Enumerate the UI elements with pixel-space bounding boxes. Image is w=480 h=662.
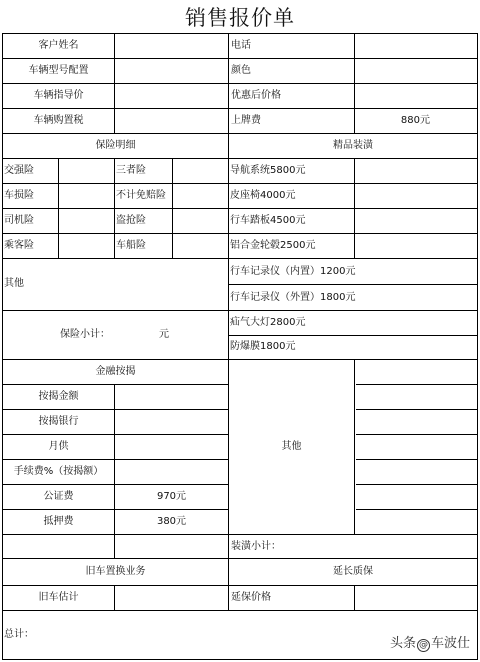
row-divider (2, 359, 228, 360)
row-divider (2, 534, 228, 535)
accessories-subtotal-label: 装潢小计： (231, 541, 281, 552)
row-divider (2, 484, 228, 485)
accessories-header: 精品装潢 (333, 140, 373, 151)
table-border (2, 33, 478, 34)
finance-header: 金融按揭 (95, 366, 136, 377)
accessory-item: 铝合金轮毂2500元 (230, 240, 316, 251)
row-divider (2, 208, 228, 209)
page-title: 销售报价单 (185, 6, 295, 30)
notary-fee-value: 970元 (156, 491, 187, 502)
column-divider (354, 585, 355, 611)
accessory-item: 导航系统5800元 (230, 165, 306, 176)
column-divider (58, 158, 59, 259)
row-divider (228, 233, 478, 234)
row-divider (2, 585, 478, 586)
row-divider (356, 384, 478, 385)
insurance-subtotal-label: 保险小计： (60, 329, 110, 340)
insurance-item: 车损险 (4, 190, 34, 201)
row-divider (228, 258, 478, 259)
finance-row-label: 手续费%（按揭额） (13, 466, 104, 477)
row-divider (356, 509, 478, 510)
row-divider (2, 384, 228, 385)
purchase-tax-label: 车辆购置税 (33, 115, 84, 126)
guide-price-label: 车辆指导价 (33, 90, 84, 101)
finance-row-label: 公证费 (43, 491, 74, 502)
row-divider (2, 409, 228, 410)
accessory-item: 防爆膜1800元 (230, 341, 296, 352)
row-divider (228, 183, 478, 184)
row-divider (356, 484, 478, 485)
row-divider (356, 434, 478, 435)
column-divider (354, 359, 355, 535)
table-border (2, 659, 478, 660)
column-divider (114, 585, 115, 611)
trade-in-estimate-label: 旧车估计 (38, 592, 79, 603)
row-divider (2, 108, 478, 109)
row-divider (228, 284, 478, 285)
license-fee-label: 上牌费 (231, 115, 261, 126)
column-divider (114, 158, 115, 259)
accessory-item: 行车记录仪（内置）1200元 (230, 266, 356, 277)
row-divider (2, 233, 228, 234)
finance-row-label: 按揭金额 (38, 391, 79, 402)
accessories-other-label: 其他 (281, 441, 302, 452)
model-config-label: 车辆型号配置 (28, 65, 89, 76)
row-divider (2, 258, 228, 259)
row-divider (2, 459, 228, 460)
insurance-item: 乘客险 (4, 240, 34, 251)
finance-row-label: 按揭银行 (38, 416, 79, 427)
row-divider (2, 58, 478, 59)
row-divider (228, 208, 478, 209)
row-divider (2, 558, 478, 559)
phone-label: 电话 (231, 40, 251, 51)
finance-row-label: 月供 (48, 441, 69, 452)
row-divider (356, 409, 478, 410)
color-label: 颜色 (231, 65, 251, 76)
insurance-header: 保险明细 (95, 140, 136, 151)
column-divider (172, 158, 173, 259)
total-label: 总计： (4, 629, 34, 640)
insurance-subtotal-unit: 元 (159, 329, 169, 340)
warranty-header: 延长质保 (333, 566, 373, 577)
insurance-item: 车船险 (116, 240, 146, 251)
mortgage-fee-value: 380元 (156, 516, 187, 527)
column-divider (114, 33, 115, 134)
row-divider (228, 359, 478, 360)
trade-in-header: 旧车置换业务 (85, 566, 146, 577)
watermark-text: 头条 (389, 636, 416, 651)
insurance-item: 交强险 (4, 165, 34, 176)
accessory-item: 行车记录仪（外置）1800元 (230, 292, 356, 303)
insurance-item: 三者险 (116, 165, 146, 176)
row-divider (228, 534, 478, 535)
row-divider (2, 183, 228, 184)
watermark (390, 632, 470, 652)
column-divider (354, 158, 355, 259)
column-divider (228, 33, 229, 611)
row-divider (228, 310, 478, 311)
column-divider (114, 384, 115, 559)
column-divider (354, 33, 355, 134)
insurance-item: 不计免赔险 (116, 190, 166, 201)
customer-name-label: 客户姓名 (38, 40, 79, 51)
row-divider (2, 509, 228, 510)
table-border (477, 33, 478, 660)
watermark-author: 车波仕 (430, 636, 470, 651)
accessory-item: 皮座椅4000元 (230, 190, 296, 201)
row-divider (2, 133, 478, 134)
accessory-item: 行车踏板4500元 (230, 215, 306, 226)
row-divider (2, 158, 478, 159)
row-divider (2, 434, 228, 435)
row-divider (2, 310, 228, 311)
insurance-item: 司机险 (4, 215, 34, 226)
discount-price-label: 优惠后价格 (231, 90, 281, 101)
row-divider (2, 83, 478, 84)
insurance-item: 盗抢险 (116, 215, 146, 226)
row-divider (2, 610, 478, 611)
accessory-item: 疝气大灯2800元 (230, 317, 306, 328)
warranty-price-label: 延保价格 (231, 592, 271, 603)
row-divider (228, 335, 478, 336)
row-divider (356, 459, 478, 460)
finance-row-label: 抵押费 (43, 516, 74, 527)
insurance-other-label: 其他 (4, 278, 24, 289)
license-fee-value: 880元 (400, 115, 430, 126)
at-icon: @ (418, 640, 428, 650)
